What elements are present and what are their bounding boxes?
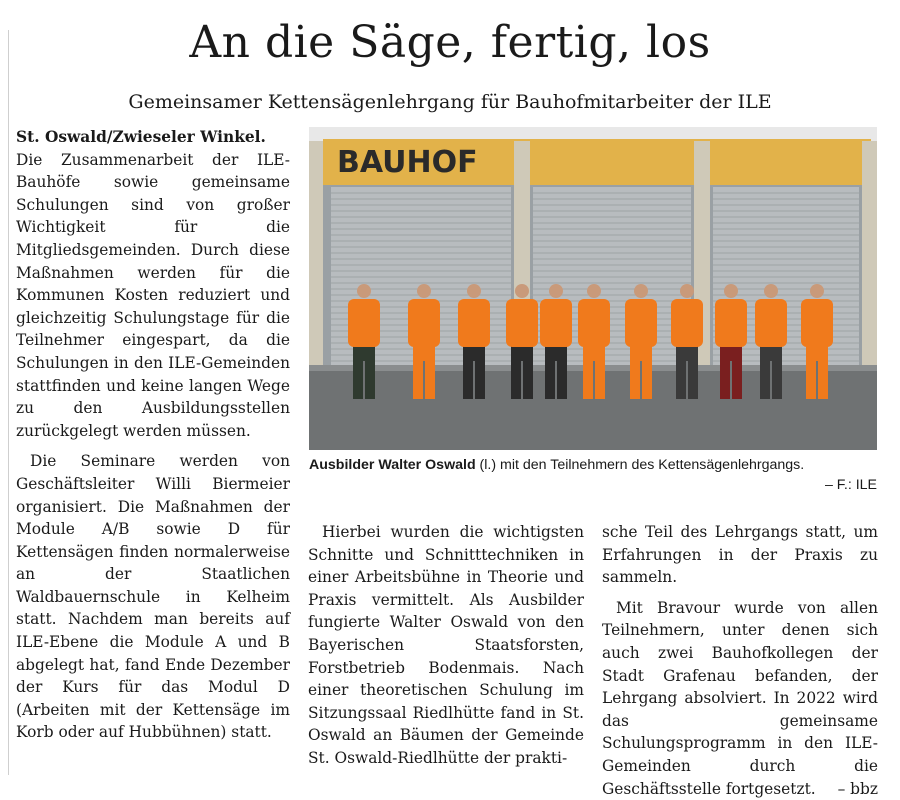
pillar	[309, 141, 323, 381]
participant-head	[549, 284, 563, 298]
participants-group	[348, 284, 833, 399]
leg-gap	[816, 361, 818, 399]
leg-gap	[593, 361, 595, 399]
hivis-jacket	[408, 299, 440, 347]
leg-gap	[363, 361, 365, 399]
caption-text: (l.) mit den Teilnehmern des Kettensägenlehrgangs.	[475, 457, 805, 473]
hivis-jacket	[801, 299, 833, 347]
roof-edge	[309, 127, 877, 141]
headline: An die Säge, fertig, los	[189, 17, 711, 68]
leg-gap	[686, 361, 688, 399]
participant-head	[680, 284, 694, 298]
paragraph-4	[602, 597, 878, 800]
paragraph-3: Hierbei wurden die wichtigsten Schnitte und Schnitttechniken in einer Arbeitsbühne in Theorie und Praxis vermittelt. Als Ausbilder fungierte Walter Oswald von den Bayerischen Staatsforsten, Forstbetrieb Bodenmais. Nach einer theoretischen Schulung im Sitzungssaal Riedlhütte fand in St. Oswald an Bäumen der Gemeinde St. Oswald-Riedlhütte der prakti-	[308, 523, 584, 767]
photo-credit: – F.: ILE	[824, 477, 877, 493]
participant-head	[417, 284, 431, 298]
participant-head	[764, 284, 778, 298]
photo-illustration	[309, 127, 877, 450]
hivis-jacket	[755, 299, 787, 347]
paragraph-1	[16, 126, 290, 442]
byline: – bbz	[837, 779, 878, 798]
paragraph-1-body: Die Zusammenarbeit der ILE-Bauhöfe sowie gemeinsame Schulungen sind von großer Wichtigkeit für die Mitgliedsgemeinden. Durch diese Maßnahmen werden für die Kommunen Kosten reduziert und gleichzeitig Schulungstage für die Teilnehmer eingespart, da die Schulungen in den ILE-Gemeinden stattfinden und keine langen Wege zu den Ausbildungsstellen zurückgelegt werden müssen.	[16, 150, 290, 440]
caption-name: Ausbilder Walter Oswald	[309, 457, 476, 473]
hivis-jacket	[540, 299, 572, 347]
participant-head	[724, 284, 738, 298]
paragraph-4-text: Mit Bravour wurde von allen Teilnehmern, unter denen sich auch zwei Bauhofkollegen der Stadt Grafenau befanden, der Lehrgang absolviert. In 2022 wird das gemeinsame Schulungsprogramm in den ILE-Gemeinden durch die Geschäftsstelle fortgesetzt.	[602, 598, 878, 798]
pillar	[862, 141, 877, 381]
hivis-jacket	[671, 299, 703, 347]
bauhof-sign-text: BAUHOF	[337, 145, 478, 180]
leg-gap	[423, 361, 425, 399]
paragraph-3-continued: sche Teil des Lehrgangs statt, um Erfahrungen in der Praxis zu sammeln.	[602, 523, 878, 587]
leg-gap	[730, 361, 732, 399]
participant-head	[634, 284, 648, 298]
leg-gap	[770, 361, 772, 399]
participant-head	[515, 284, 529, 298]
article-photo	[309, 127, 877, 450]
leg-gap	[640, 361, 642, 399]
paragraph-2: Die Seminare werden von Geschäftsleiter Willi Biermeier organisiert. Die Maßnahmen der Module A/B sowie D für Kettensägen finden normalerweise an der Staatlichen Waldbauernschule in Kelheim statt. Nachdem man bereits auf ILE-Ebene die Module A und B abgelegt hat, fand Ende Dezember der Kurs für das Modul D (Arbeiten mit der Kettensäge im Korb oder auf Hubbühnen) statt.	[16, 452, 290, 742]
subheadline: Gemeinsamer Kettensägenlehrgang für Bauhofmitarbeiter der ILE	[128, 91, 772, 113]
dateline: St. Oswald/Zwieseler Winkel.	[16, 128, 266, 146]
participant-head	[810, 284, 824, 298]
hivis-jacket	[348, 299, 380, 347]
hivis-jacket	[458, 299, 490, 347]
column-rule	[8, 30, 9, 775]
article-column-2	[308, 521, 584, 770]
article-column-3	[602, 521, 878, 800]
hivis-jacket	[625, 299, 657, 347]
participant-head	[467, 284, 481, 298]
article-column-1	[16, 126, 290, 744]
participant-head	[587, 284, 601, 298]
hivis-jacket	[715, 299, 747, 347]
participant-head	[357, 284, 371, 298]
leg-gap	[521, 361, 523, 399]
leg-gap	[555, 361, 557, 399]
photo-caption	[309, 455, 877, 495]
hivis-jacket	[578, 299, 610, 347]
leg-gap	[473, 361, 475, 399]
hivis-jacket	[506, 299, 538, 347]
